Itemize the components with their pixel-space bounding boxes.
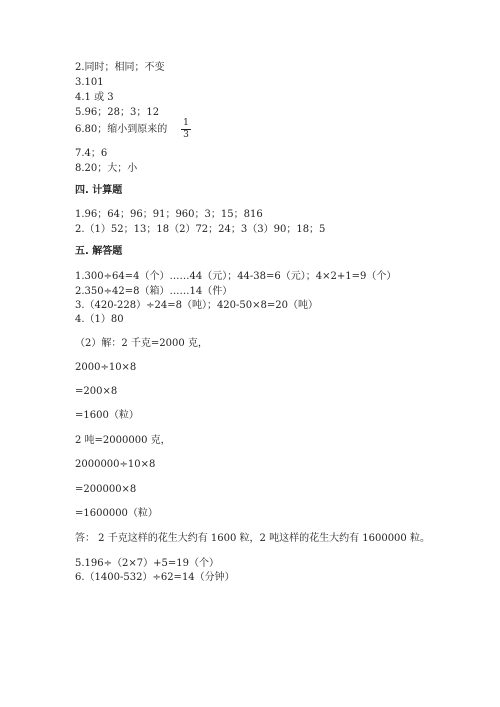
- answer-line: =200×8: [75, 386, 118, 397]
- answer-line: 3.（420-228）÷24=8（吨）；420-50×8=20（吨）: [75, 300, 318, 311]
- answer-line: 5.96；28；3；12: [75, 107, 160, 118]
- answer-line: 2000000÷10×8: [75, 459, 156, 470]
- answer-line: （2）解：2 千克=2000 克，: [75, 338, 208, 349]
- answer-line: 2000÷10×8: [75, 362, 137, 373]
- answer-line: 2.同时；相同；不变: [75, 62, 165, 73]
- section-heading: 五. 解答题: [75, 246, 123, 257]
- answer-line: 4.1 或 3: [75, 92, 114, 103]
- answer-line: 答： 2 千克这样的花生大约有 1600 粒，2 吨这样的花生大约有 1600000 粒。: [75, 533, 430, 544]
- answer-line: 6.80；缩小到原来的: [75, 124, 168, 135]
- answer-line: 6.（1400-532）÷62=14（分钟）: [75, 572, 235, 583]
- answer-line: 3.101: [75, 77, 104, 88]
- answer-line: 2 吨=2000000 克，: [75, 435, 171, 446]
- fraction-numerator: 1: [183, 118, 189, 128]
- answer-line: 8.20；大；小: [75, 163, 138, 174]
- answer-line: 7.4；6: [75, 148, 108, 159]
- answer-line: 1.300÷64=4（个）……44（元）；44-38=6（元）；4×2+1=9（个）: [75, 271, 397, 282]
- answer-line: 5.196÷（2×7）+5=19（个）: [75, 558, 219, 569]
- answer-line: =200000×8: [75, 484, 137, 495]
- fraction-denominator: 3: [183, 130, 189, 140]
- section-heading: 四. 计算题: [75, 185, 123, 196]
- answer-line: =1600（粒）: [75, 410, 139, 421]
- answer-line: 2.350÷42=8（箱）……14（件）: [75, 286, 233, 297]
- fraction-one-third: [180, 118, 192, 141]
- answer-line: 1.96；64；96；91；960；3；15；816: [75, 209, 263, 220]
- answer-line: 2.（1）52；13；18（2）72；24；3（3）90；18；5: [75, 224, 326, 235]
- answer-line: =1600000（粒）: [75, 508, 158, 519]
- answer-line: 4.（1）80: [75, 314, 124, 325]
